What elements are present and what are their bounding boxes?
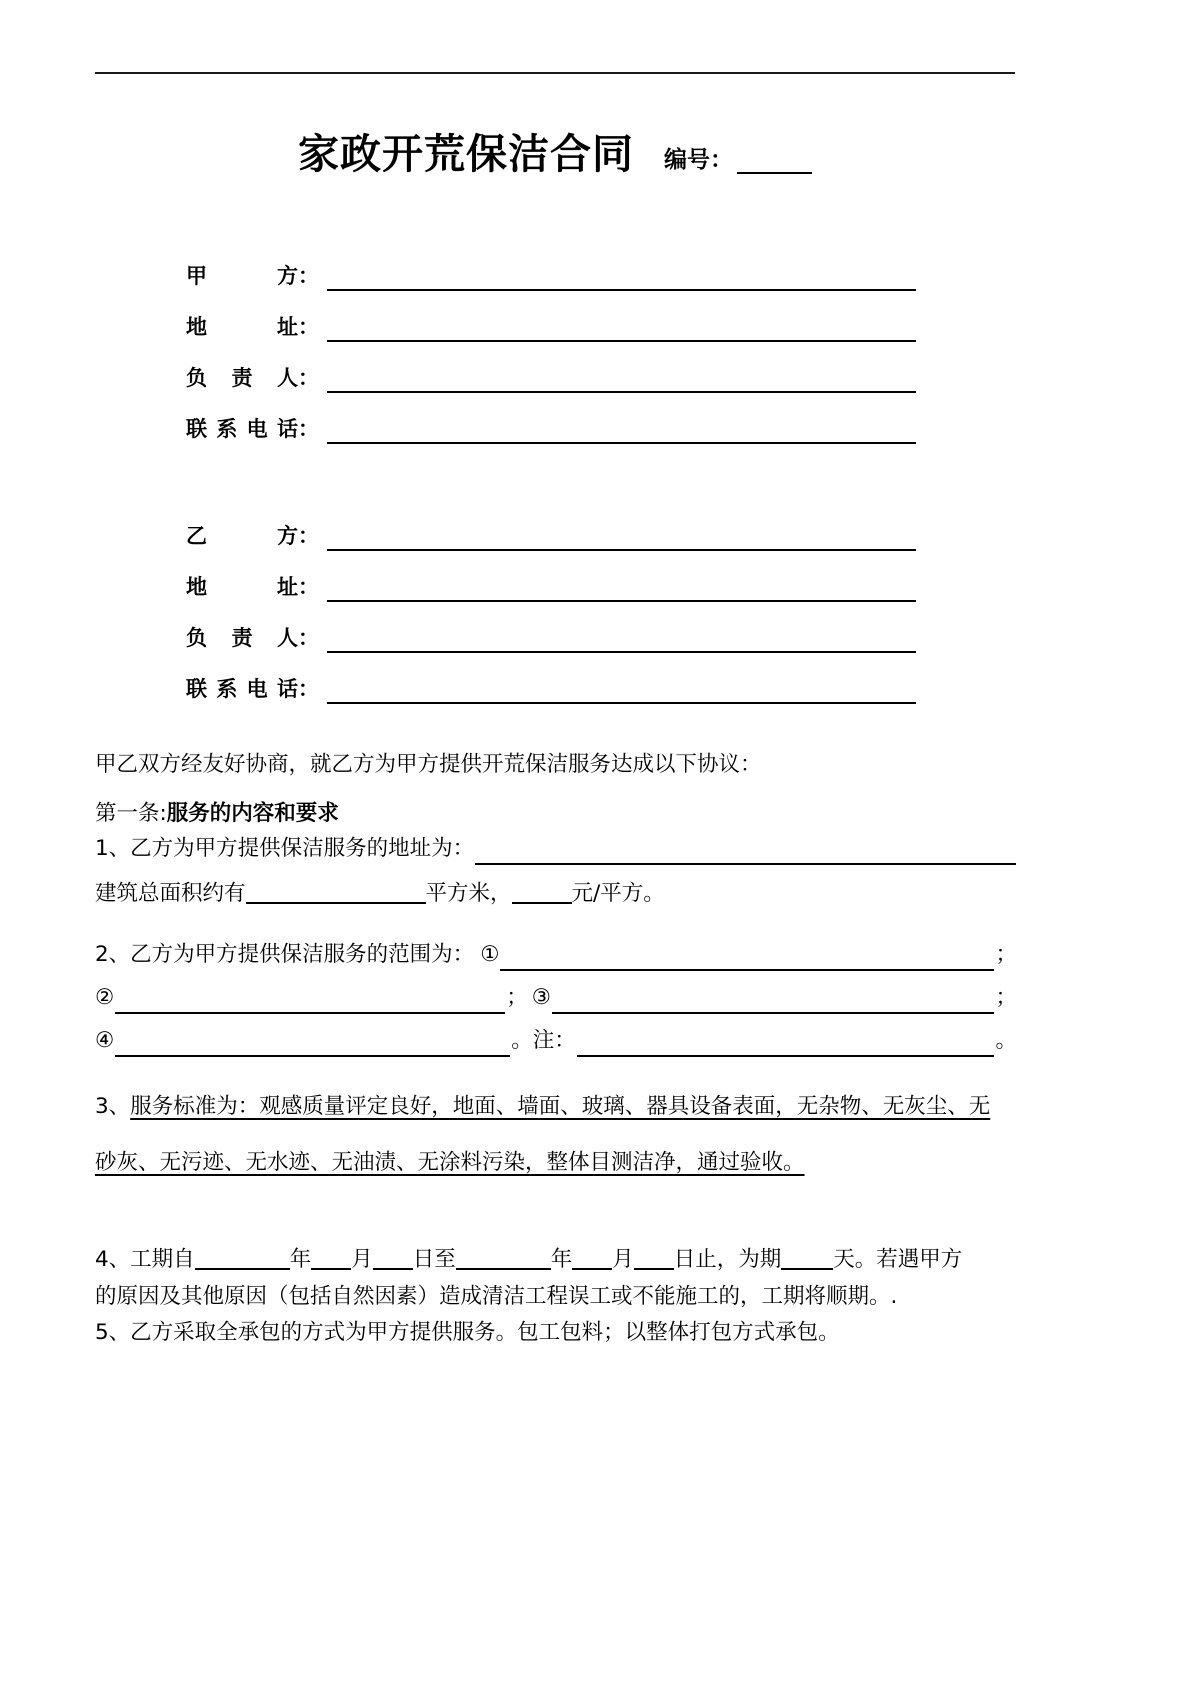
party-b-phone-label: 联系电话 <box>186 676 298 701</box>
scope-marker-2: ② <box>95 984 115 1010</box>
item-1-area-row <box>95 877 1017 912</box>
party-a-manager-row <box>186 342 916 393</box>
end-year-unit: 年 <box>550 1246 573 1272</box>
item-2-label: 2、乙方为甲方提供保洁服务的范围为： <box>95 941 475 967</box>
party-a-address-label: 地 址 <box>186 314 298 339</box>
item-4-prefix: 4、工期自 <box>95 1246 195 1272</box>
party-a-phone-label: 联系电话 <box>186 416 298 441</box>
scope-marker-1: ① <box>480 941 500 967</box>
party-a-manager-input[interactable] <box>327 361 916 393</box>
party-a-name-input[interactable] <box>327 259 916 291</box>
clause-1-title: 服务的内容和要求 <box>166 800 339 826</box>
scope-separator-1: ； <box>995 941 1017 967</box>
scope-period: 。 <box>511 1027 533 1053</box>
item-3-number: 3、 <box>95 1094 131 1120</box>
end-year-input[interactable] <box>456 1246 551 1271</box>
item-4-period <box>95 1243 1017 1278</box>
scope-note-input[interactable] <box>577 1028 995 1057</box>
item-2-scope-row-3 <box>95 1026 1017 1057</box>
party-b-address-input[interactable] <box>327 570 916 602</box>
clause-1-heading <box>95 797 1017 832</box>
spacer <box>95 785 1017 797</box>
item-2-scope-row-2 <box>95 983 1017 1014</box>
party-b-manager-colon: ： <box>298 625 319 650</box>
spacer <box>95 1203 1017 1243</box>
title-row <box>95 130 1015 179</box>
start-year-input[interactable] <box>195 1246 290 1271</box>
item-1-address-input[interactable] <box>475 836 1016 865</box>
scope-note-label: 注： <box>532 1027 576 1053</box>
item-2-scope-row-1 <box>95 940 1017 971</box>
party-b-manager-row <box>186 602 916 653</box>
party-a-address-row <box>186 291 916 342</box>
end-month-input[interactable] <box>572 1246 612 1271</box>
party-a-manager-colon: ： <box>298 365 319 390</box>
party-b-address-row <box>186 551 916 602</box>
party-a-block <box>186 240 916 444</box>
spacer <box>95 865 1017 877</box>
contract-body <box>95 748 1017 1353</box>
party-b-name-label: 乙 方 <box>186 523 298 548</box>
party-b-name-input[interactable] <box>327 519 916 551</box>
spacer <box>95 1057 1017 1069</box>
party-b-name-row <box>186 500 916 551</box>
spacer <box>95 1014 1017 1026</box>
item-1-price-input[interactable] <box>512 880 572 905</box>
item-3-standards <box>95 1090 1017 1125</box>
party-b-block <box>186 500 916 704</box>
start-month-unit: 月 <box>351 1246 373 1272</box>
preamble-paragraph: 甲乙双方经友好协商，就乙方为甲方提供开荒保洁服务达成以下协议： <box>95 752 762 777</box>
document-number-blank[interactable] <box>737 152 812 174</box>
scope-input-3[interactable] <box>552 985 994 1014</box>
party-b-manager-label: 负 责 人 <box>186 625 298 650</box>
scope-input-4[interactable] <box>115 1028 510 1057</box>
party-b-address-label: 地 址 <box>186 574 298 599</box>
item-1-address-row <box>95 834 1017 865</box>
page-title: 家政开荒保洁合同 <box>298 130 634 178</box>
end-month-unit: 月 <box>612 1246 634 1272</box>
party-b-name-colon: ： <box>298 523 319 548</box>
party-a-address-input[interactable] <box>327 310 916 342</box>
start-year-unit: 年 <box>289 1246 312 1272</box>
scope-marker-3: ③ <box>531 984 552 1010</box>
item-1-area-input[interactable] <box>246 880 426 905</box>
party-b-phone-colon: ： <box>298 676 319 701</box>
end-day-input[interactable] <box>634 1246 674 1271</box>
item-3-line-2: 砂灰、无污迹、无水迹、无油渍、无涂料污染，整体目测洁净，通过验收。 <box>95 1150 805 1176</box>
party-a-name-label: 甲 方 <box>186 263 298 288</box>
party-a-name-row <box>186 240 916 291</box>
scope-input-2[interactable] <box>115 985 505 1014</box>
item-4-suffix: 天。若遇甲方 <box>833 1246 963 1272</box>
item-1-area-unit: 平方米， <box>425 880 512 906</box>
spacer <box>95 914 1017 940</box>
document-number-field[interactable] <box>664 141 812 174</box>
party-a-phone-row <box>186 393 916 444</box>
item-1-price-unit: 元/平方。 <box>571 880 665 906</box>
item-1-label: 1、乙方为甲方提供保洁服务的地址为： <box>95 835 475 861</box>
spacer <box>95 971 1017 983</box>
item-1-area-prefix: 建筑总面积约有 <box>95 880 246 906</box>
start-month-input[interactable] <box>311 1246 351 1271</box>
item-5-contracting: 5、乙方采取全承包的方式为甲方提供服务。包工包料；以整体打包方式承包。 <box>95 1320 840 1346</box>
party-b-address-colon: ： <box>298 574 319 599</box>
item-3-line-1: 服务标准为：观感质量评定良好，地面、墙面、玻璃、器具设备表面，无杂物、无灰尘、无 <box>130 1094 991 1120</box>
start-day-unit: 日至 <box>412 1246 456 1272</box>
scope-separator-3: ； <box>995 984 1017 1010</box>
scope-marker-4: ④ <box>95 1027 115 1053</box>
party-b-manager-input[interactable] <box>327 621 916 653</box>
duration-days-input[interactable] <box>781 1246 833 1271</box>
header-divider <box>95 72 1015 74</box>
document-number-label: 编号： <box>664 147 733 174</box>
party-a-phone-input[interactable] <box>327 412 916 444</box>
party-b-phone-row <box>186 653 916 704</box>
item-4-period-cont: 的原因及其他原因（包括自然因素）造成清洁工程误工或不能施工的，工期将顺期。. <box>95 1283 898 1309</box>
party-a-manager-label: 负 责 人 <box>186 365 298 390</box>
item-3-standards-cont <box>95 1146 1017 1181</box>
end-day-unit: 日止，为期 <box>673 1246 782 1272</box>
clause-1-prefix: 第一条: <box>95 800 167 826</box>
start-day-input[interactable] <box>373 1246 413 1271</box>
scope-separator-2: ； <box>506 984 528 1010</box>
party-b-phone-input[interactable] <box>327 672 916 704</box>
scope-note-period: 。 <box>995 1027 1017 1053</box>
scope-input-1[interactable] <box>500 942 994 971</box>
party-a-address-colon: ： <box>298 314 319 339</box>
party-a-name-colon: ： <box>298 263 319 288</box>
party-a-phone-colon: ： <box>298 416 319 441</box>
